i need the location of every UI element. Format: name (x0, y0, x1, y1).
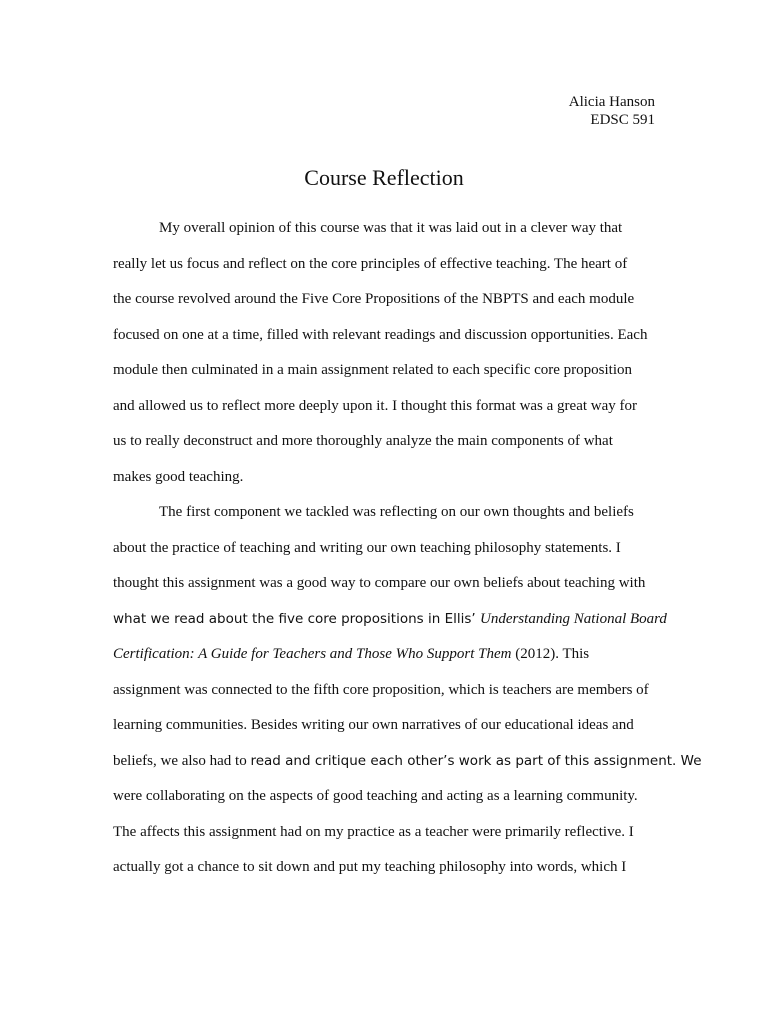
text-line (113, 645, 658, 681)
text-line: focused on one at a time, filled with relevant readings and discussion opportunities. Each (113, 326, 648, 343)
text-line (113, 752, 702, 788)
text-line: module then culminated in a main assignment related to each specific core proposition (113, 362, 633, 378)
text-line: and allowed us to reflect more deeply upon it. I thought this format was a great way for (113, 397, 638, 414)
text-line (113, 610, 667, 646)
text-line: really let us focus and reflect on the core principles of effective teaching. The heart of (113, 255, 628, 272)
text-line: the course revolved around the Five Core Propositions of the NBPTS and each module (113, 291, 635, 307)
course-code: EDSC 591 (590, 112, 655, 128)
author-name: Alicia Hanson (568, 94, 655, 110)
text-line: us to really deconstruct and more thoroughly analyze the main components of what (113, 433, 613, 449)
book-title-part1: Understanding National Board (479, 610, 667, 627)
document-title: Course Reflection (304, 165, 464, 190)
text-span: what we read about the five core propositions in Ellis’ (113, 610, 480, 627)
text-line: about the practice of teaching and writing our own teaching philosophy statements. I (113, 539, 621, 556)
text-span: (2012). This (511, 646, 590, 662)
document-header (569, 93, 655, 129)
text-line: The first component we tackled was reflecting on our own thoughts and beliefs (159, 504, 634, 520)
text-span: beliefs, we also had to (113, 752, 251, 769)
text-line: My overall opinion of this course was that it was laid out in a clever way that (159, 220, 623, 236)
text-line: were collaborating on the aspects of good teaching and acting as a learning community. (113, 788, 638, 804)
text-span: read and critique each other’s work as part of this assignment. We (250, 752, 702, 769)
text-line: thought this assignment was a good way to compare our own beliefs about teaching with (113, 575, 646, 591)
text-line: actually got a chance to sit down and put my teaching philosophy into words, which I (113, 859, 627, 875)
book-title-part2: Certification: A Guide for Teachers and Those Who Support Them (113, 646, 512, 662)
text-line: makes good teaching. (113, 468, 244, 485)
text-line: assignment was connected to the fifth core proposition, which is teachers are members of (113, 681, 649, 698)
text-line: learning communities. Besides writing our own narratives of our educational ideas and (113, 717, 634, 733)
document-body (113, 219, 702, 894)
text-line: The affects this assignment had on my practice as a teacher were primarily reflective. I (113, 823, 634, 840)
